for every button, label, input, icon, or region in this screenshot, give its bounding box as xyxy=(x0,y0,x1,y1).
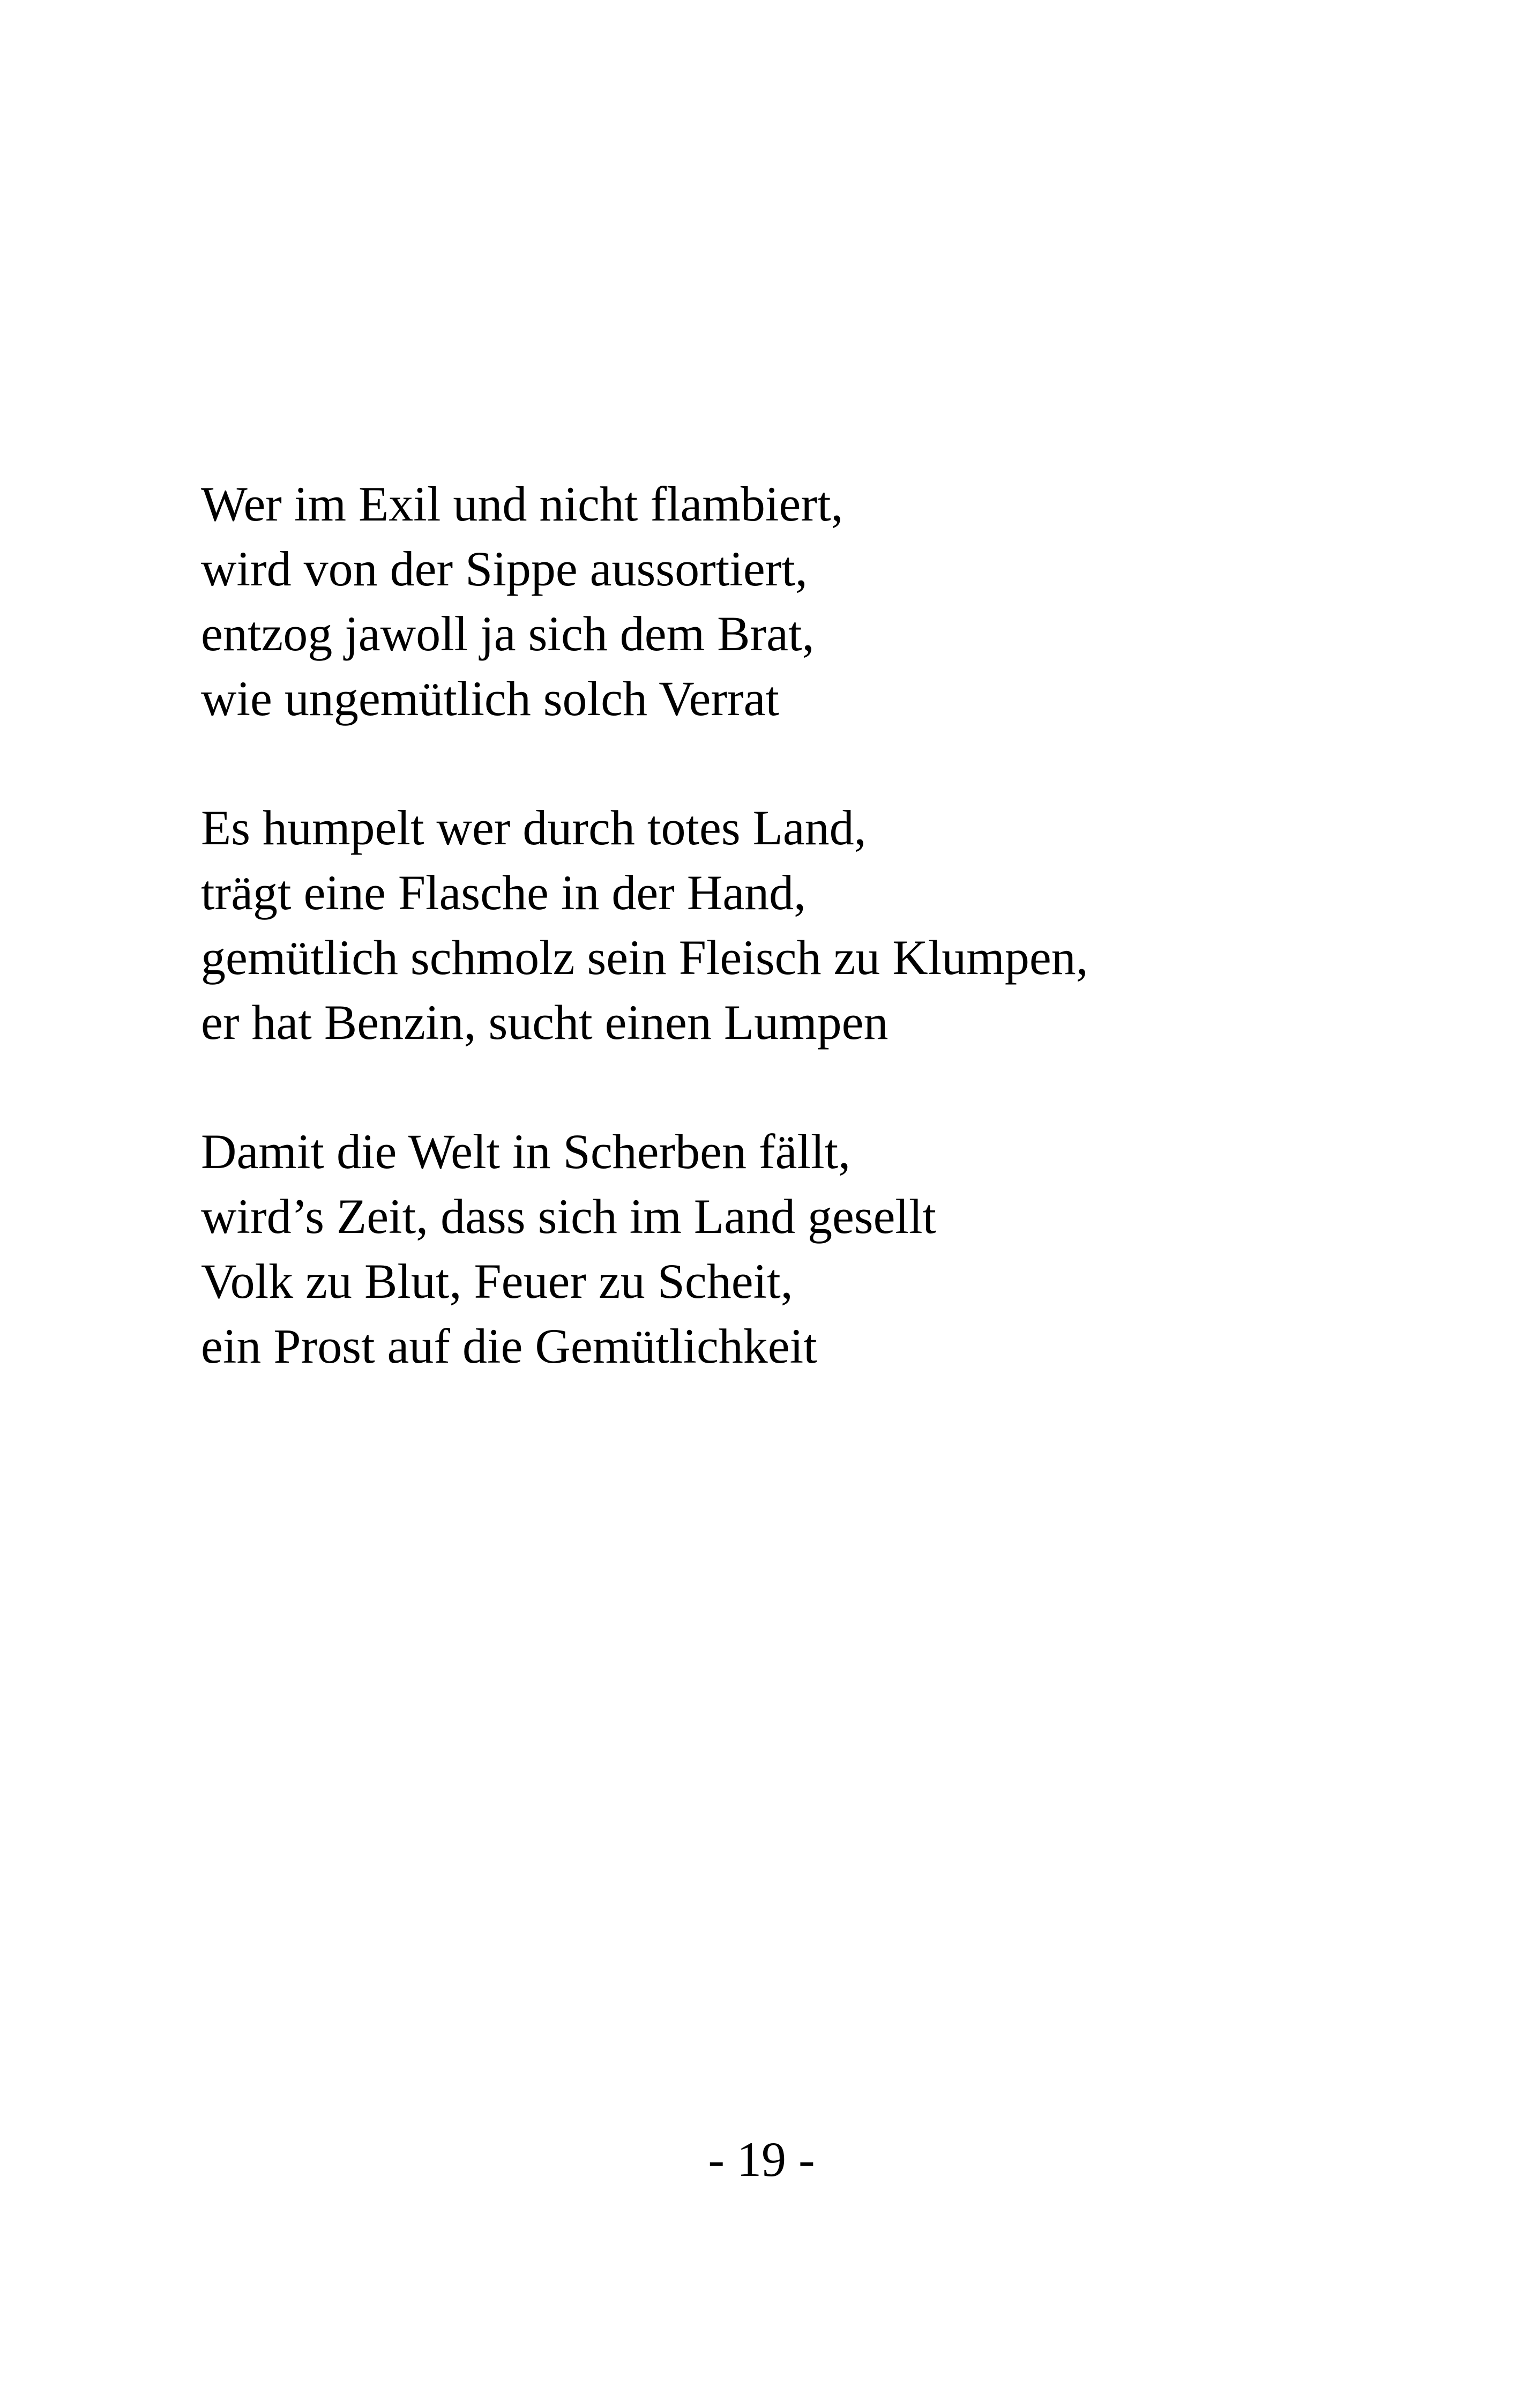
poem-line: Volk zu Blut, Feuer zu Scheit, xyxy=(201,1254,793,1309)
poem-line: ein Prost auf die Gemütlichkeit xyxy=(201,1319,817,1373)
poem-line: trägt eine Flasche in der Hand, xyxy=(201,865,807,920)
stanza-1 xyxy=(201,472,1380,731)
poem-line: wird’s Zeit, dass sich im Land gesellt xyxy=(201,1189,937,1244)
poem-line: entzog jawoll ja sich dem Brat, xyxy=(201,606,815,661)
poem-line: gemütlich schmolz sein Fleisch zu Klumpen, xyxy=(201,930,1088,985)
page-number: - 19 - xyxy=(708,2132,815,2187)
stanza-3 xyxy=(201,1119,1380,1379)
poem-line: wird von der Sippe aussortiert, xyxy=(201,541,808,596)
stanza-2 xyxy=(201,796,1380,1055)
poem-line: Damit die Welt in Scherben fällt, xyxy=(201,1124,851,1179)
poem-line: er hat Benzin, sucht einen Lumpen xyxy=(201,995,889,1050)
poem-line: wie ungemütlich solch Verrat xyxy=(201,671,780,726)
poem xyxy=(201,472,1380,1379)
poem-line: Es humpelt wer durch totes Land, xyxy=(201,800,867,855)
poem-line: Wer im Exil und nicht flambiert, xyxy=(201,477,843,531)
